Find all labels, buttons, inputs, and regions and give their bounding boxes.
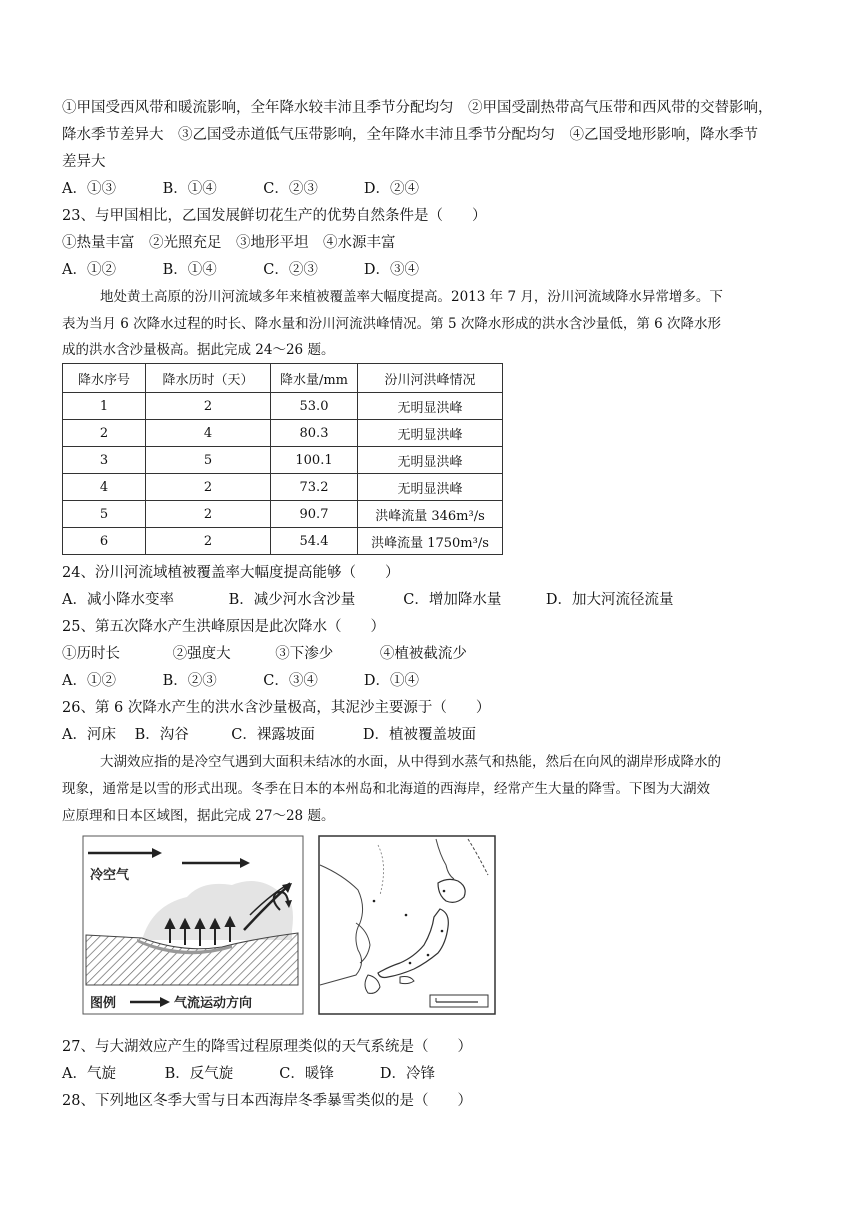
table-cell: 洪峰流量 346m³/s [358,501,503,528]
scale-bar [430,995,488,1007]
table-row [63,501,503,528]
q23-option-b[interactable]: B．①④ [162,262,217,278]
q23-option-d[interactable]: D．③④ [363,262,419,278]
q26-options [62,725,807,745]
table-header-cell: 降水序号 [63,364,146,393]
passage2-line1: 大湖效应指的是冷空气遇到大面积未结冰的水面，从中得到水蒸气和热能，然后在向风的湖岸形成降水的 [100,754,721,770]
table-cell: 无明显洪峰 [358,474,503,501]
rainfall-table [62,363,503,555]
legend-label: 图例 [90,995,117,1010]
q22-statement-line1: ①甲国受西风带和暖流影响，全年降水较丰沛且季节分配均匀 ②甲国受副热带高气压带和西风带的交替影响， [62,100,773,116]
table-cell: 53.0 [271,393,358,420]
q22-option-b[interactable]: B．①④ [162,181,217,197]
cold-air-label: 冷空气 [90,867,130,882]
table-cell: 4 [146,420,271,447]
q24-option-c[interactable]: C．增加降水量 [403,592,502,608]
q22-option-d[interactable]: D．②④ [363,181,419,197]
table-cell: 5 [146,447,271,474]
q23-statements: ①热量丰富 ②光照充足 ③地形平坦 ④水源丰富 [62,235,396,251]
q24-option-d[interactable]: D．加大河流径流量 [545,592,674,608]
q23-question: 23、与甲国相比，乙国发展鲜切花生产的优势自然条件是（ ） [62,208,487,224]
q25-option-b[interactable]: B．②③ [162,673,217,689]
q24-option-b[interactable]: B．减少河水含沙量 [228,592,356,608]
q23-option-c[interactable]: C．②③ [263,262,318,278]
table-cell: 洪峰流量 1750m³/s [358,528,503,555]
q27-question: 27、与大湖效应产生的降雪过程原理类似的天气系统是（ ） [62,1039,472,1055]
japan-map [318,835,496,1015]
table-cell: 2 [146,474,271,501]
table-header-row [63,364,503,393]
table-row [63,447,503,474]
table-cell: 73.2 [271,474,358,501]
q26-option-d[interactable]: D．植被覆盖坡面 [362,727,476,743]
table-header-cell: 降水历时（天） [146,364,271,393]
q25-option-d[interactable]: D．①④ [363,673,419,689]
q23-options [62,260,807,280]
q22-options [62,179,807,199]
q22-statement-line3: 差异大 [62,154,106,170]
q22-option-a[interactable]: A．①③ [62,181,116,197]
table-cell: 2 [146,528,271,555]
q27-option-d[interactable]: D．冷锋 [379,1066,435,1082]
table-cell: 6 [63,528,146,555]
table-cell: 100.1 [271,447,358,474]
passage1-line3: 成的洪水含沙量极高。据此完成 24～26 题。 [62,342,335,358]
table-cell: 1 [63,393,146,420]
passage1-line2: 表为当月 6 次降水过程的时长、降水量和汾川河流洪峰情况。第 5 次降水形成的洪水含沙量低，第 6 次降水形 [62,316,722,332]
table-cell: 2 [146,501,271,528]
table-row [63,474,503,501]
table-header-cell: 降水量/mm [271,364,358,393]
passage2-line3: 应原理和日本区域图，据此完成 27～28 题。 [62,808,335,824]
passage1-line1: 地处黄土高原的汾川河流域多年来植被覆盖率大幅度提高。2013 年 7 月，汾川河流域降水异常增多。下 [100,289,723,305]
q25-statement: ③下渗少 [275,646,334,662]
legend-arrow-label: 气流运动方向 [174,995,253,1010]
q24-question: 24、汾川河流域植被覆盖率大幅度提高能够（ ） [62,565,400,581]
q26-option-a[interactable]: A．河床 [62,727,116,743]
table-cell: 无明显洪峰 [358,420,503,447]
lake-effect-diagram [82,835,304,1015]
q24-options [62,590,807,610]
table-cell: 90.7 [271,501,358,528]
q23-option-a[interactable]: A．①② [62,262,116,278]
q25-statement: ②强度大 [172,646,231,662]
table-row [63,528,503,555]
q25-statement: ①历时长 [62,646,120,662]
q24-option-a[interactable]: A．减小降水变率 [62,592,174,608]
q22-statement-line2: 降水季节差异大 ③乙国受赤道低气压带影响，全年降水丰沛且季节分配均匀 ④乙国受地形影响，降水季节 [62,127,758,143]
q25-option-a[interactable]: A．①② [62,673,116,689]
table-row [63,393,503,420]
q26-option-b[interactable]: B．沟谷 [134,727,189,743]
table-row [63,420,503,447]
table-cell: 无明显洪峰 [358,447,503,474]
table-header-cell: 汾川河洪峰情况 [358,364,503,393]
table-cell: 无明显洪峰 [358,393,503,420]
passage2-line2: 现象，通常是以雪的形式出现。冬季在日本的本州岛和北海道的西海岸，经常产生大量的降雪。下图为大湖效 [62,781,710,797]
q28-question: 28、下列地区冬季大雪与日本西海岸冬季暴雪类似的是（ ） [62,1093,472,1109]
table-cell: 54.4 [271,528,358,555]
q25-statements [62,644,807,664]
table-cell: 5 [63,501,146,528]
q27-option-c[interactable]: C．暖锋 [279,1066,334,1082]
q27-option-a[interactable]: A．气旋 [62,1066,116,1082]
q25-question: 25、第五次降水产生洪峰原因是此次降水（ ） [62,619,385,635]
q26-question: 26、第 6 次降水产生的洪水含沙量极高，其泥沙主要源于（ ） [62,700,491,716]
table-cell: 2 [63,420,146,447]
q25-option-c[interactable]: C．③④ [263,673,318,689]
table-cell: 80.3 [271,420,358,447]
table-cell: 2 [146,393,271,420]
table-cell: 4 [63,474,146,501]
q27-options [62,1064,807,1084]
q25-options [62,671,807,691]
q26-option-c[interactable]: C．裸露坡面 [231,727,315,743]
q22-option-c[interactable]: C．②③ [263,181,318,197]
q25-statement: ④植被截流少 [379,646,467,662]
q27-option-b[interactable]: B．反气旋 [164,1066,234,1082]
table-cell: 3 [63,447,146,474]
